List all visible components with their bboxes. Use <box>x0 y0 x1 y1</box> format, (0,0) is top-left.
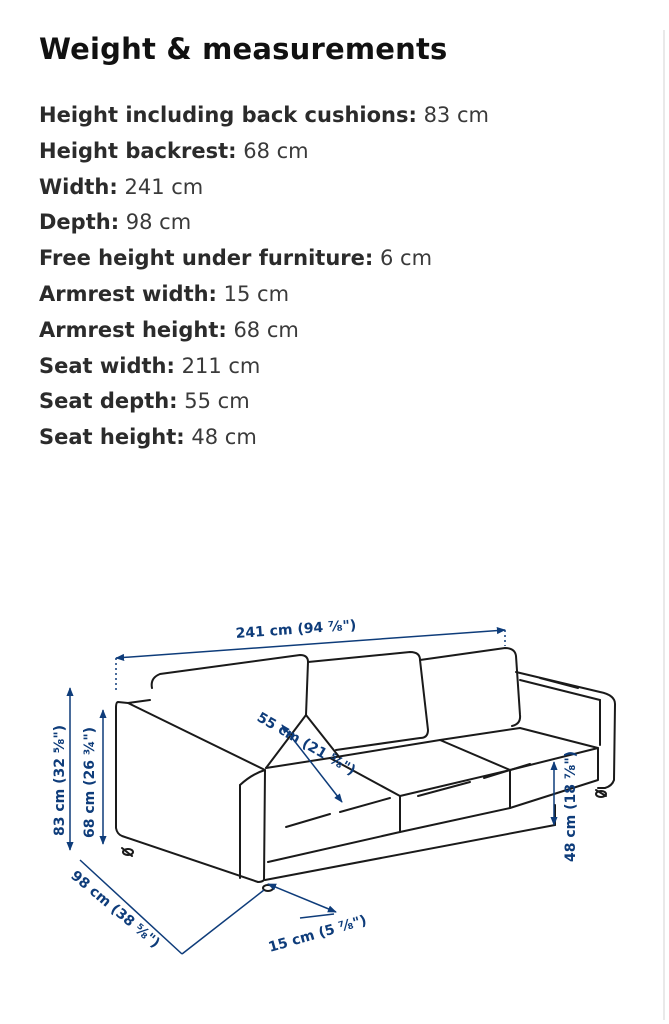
spec-depth <box>39 205 489 241</box>
dim-seat-height-label: 48 cm (18 ⅞") <box>563 750 579 862</box>
spec-value: 48 cm <box>191 425 257 450</box>
spec-label: Seat width: <box>39 353 175 378</box>
spec-seat-height <box>39 420 489 456</box>
spec-label: Depth: <box>39 210 120 235</box>
spec-label: Seat height: <box>39 425 185 450</box>
measurements-list <box>39 98 489 456</box>
dim-depth-label: 98 cm (38 ⅝") <box>67 867 163 952</box>
spec-seat-depth <box>39 384 489 420</box>
spec-label: Free height under furniture: <box>39 246 374 271</box>
spec-width <box>39 170 489 206</box>
spec-label: Seat depth: <box>39 389 178 414</box>
dim-height-total-label: 83 cm (32 ⅝") <box>52 724 68 836</box>
spec-value: 211 cm <box>181 353 261 378</box>
spec-free-height <box>39 241 489 277</box>
section-title: Weight & measurements <box>39 32 448 66</box>
sofa-dimension-diagram <box>0 600 669 1024</box>
spec-label: Width: <box>39 174 118 199</box>
spec-label: Height backrest: <box>39 138 237 163</box>
spec-value: 83 cm <box>423 103 489 127</box>
dim-height-backrest-label: 68 cm (26 ¾") <box>82 726 98 838</box>
spec-value: 98 cm <box>125 210 192 235</box>
spec-height-incl-cushions <box>39 98 489 134</box>
spec-value: 55 cm <box>184 389 250 414</box>
spec-label: Height including back cushions: <box>39 103 417 127</box>
spec-label: Armrest height: <box>39 317 227 342</box>
spec-value: 68 cm <box>233 317 299 342</box>
dim-seat-depth-label: 55 cm (21 ⅝") <box>254 709 359 779</box>
spec-value: 68 cm <box>243 138 309 163</box>
spec-height-backrest <box>39 134 489 170</box>
spec-value: 241 cm <box>124 174 204 199</box>
dimension-lines <box>70 630 554 954</box>
dim-width-label: 241 cm (94 ⅞") <box>235 617 357 642</box>
dim-armrest-width-label: 15 cm (5 ⅞") <box>266 912 369 956</box>
spec-value: 15 cm <box>223 281 290 306</box>
spec-armrest-height <box>39 313 489 349</box>
spec-seat-width <box>39 349 489 385</box>
spec-label: Armrest width: <box>39 281 217 306</box>
spec-value: 6 cm <box>380 246 433 271</box>
sofa-outline <box>116 648 615 891</box>
spec-armrest-width <box>39 277 489 313</box>
